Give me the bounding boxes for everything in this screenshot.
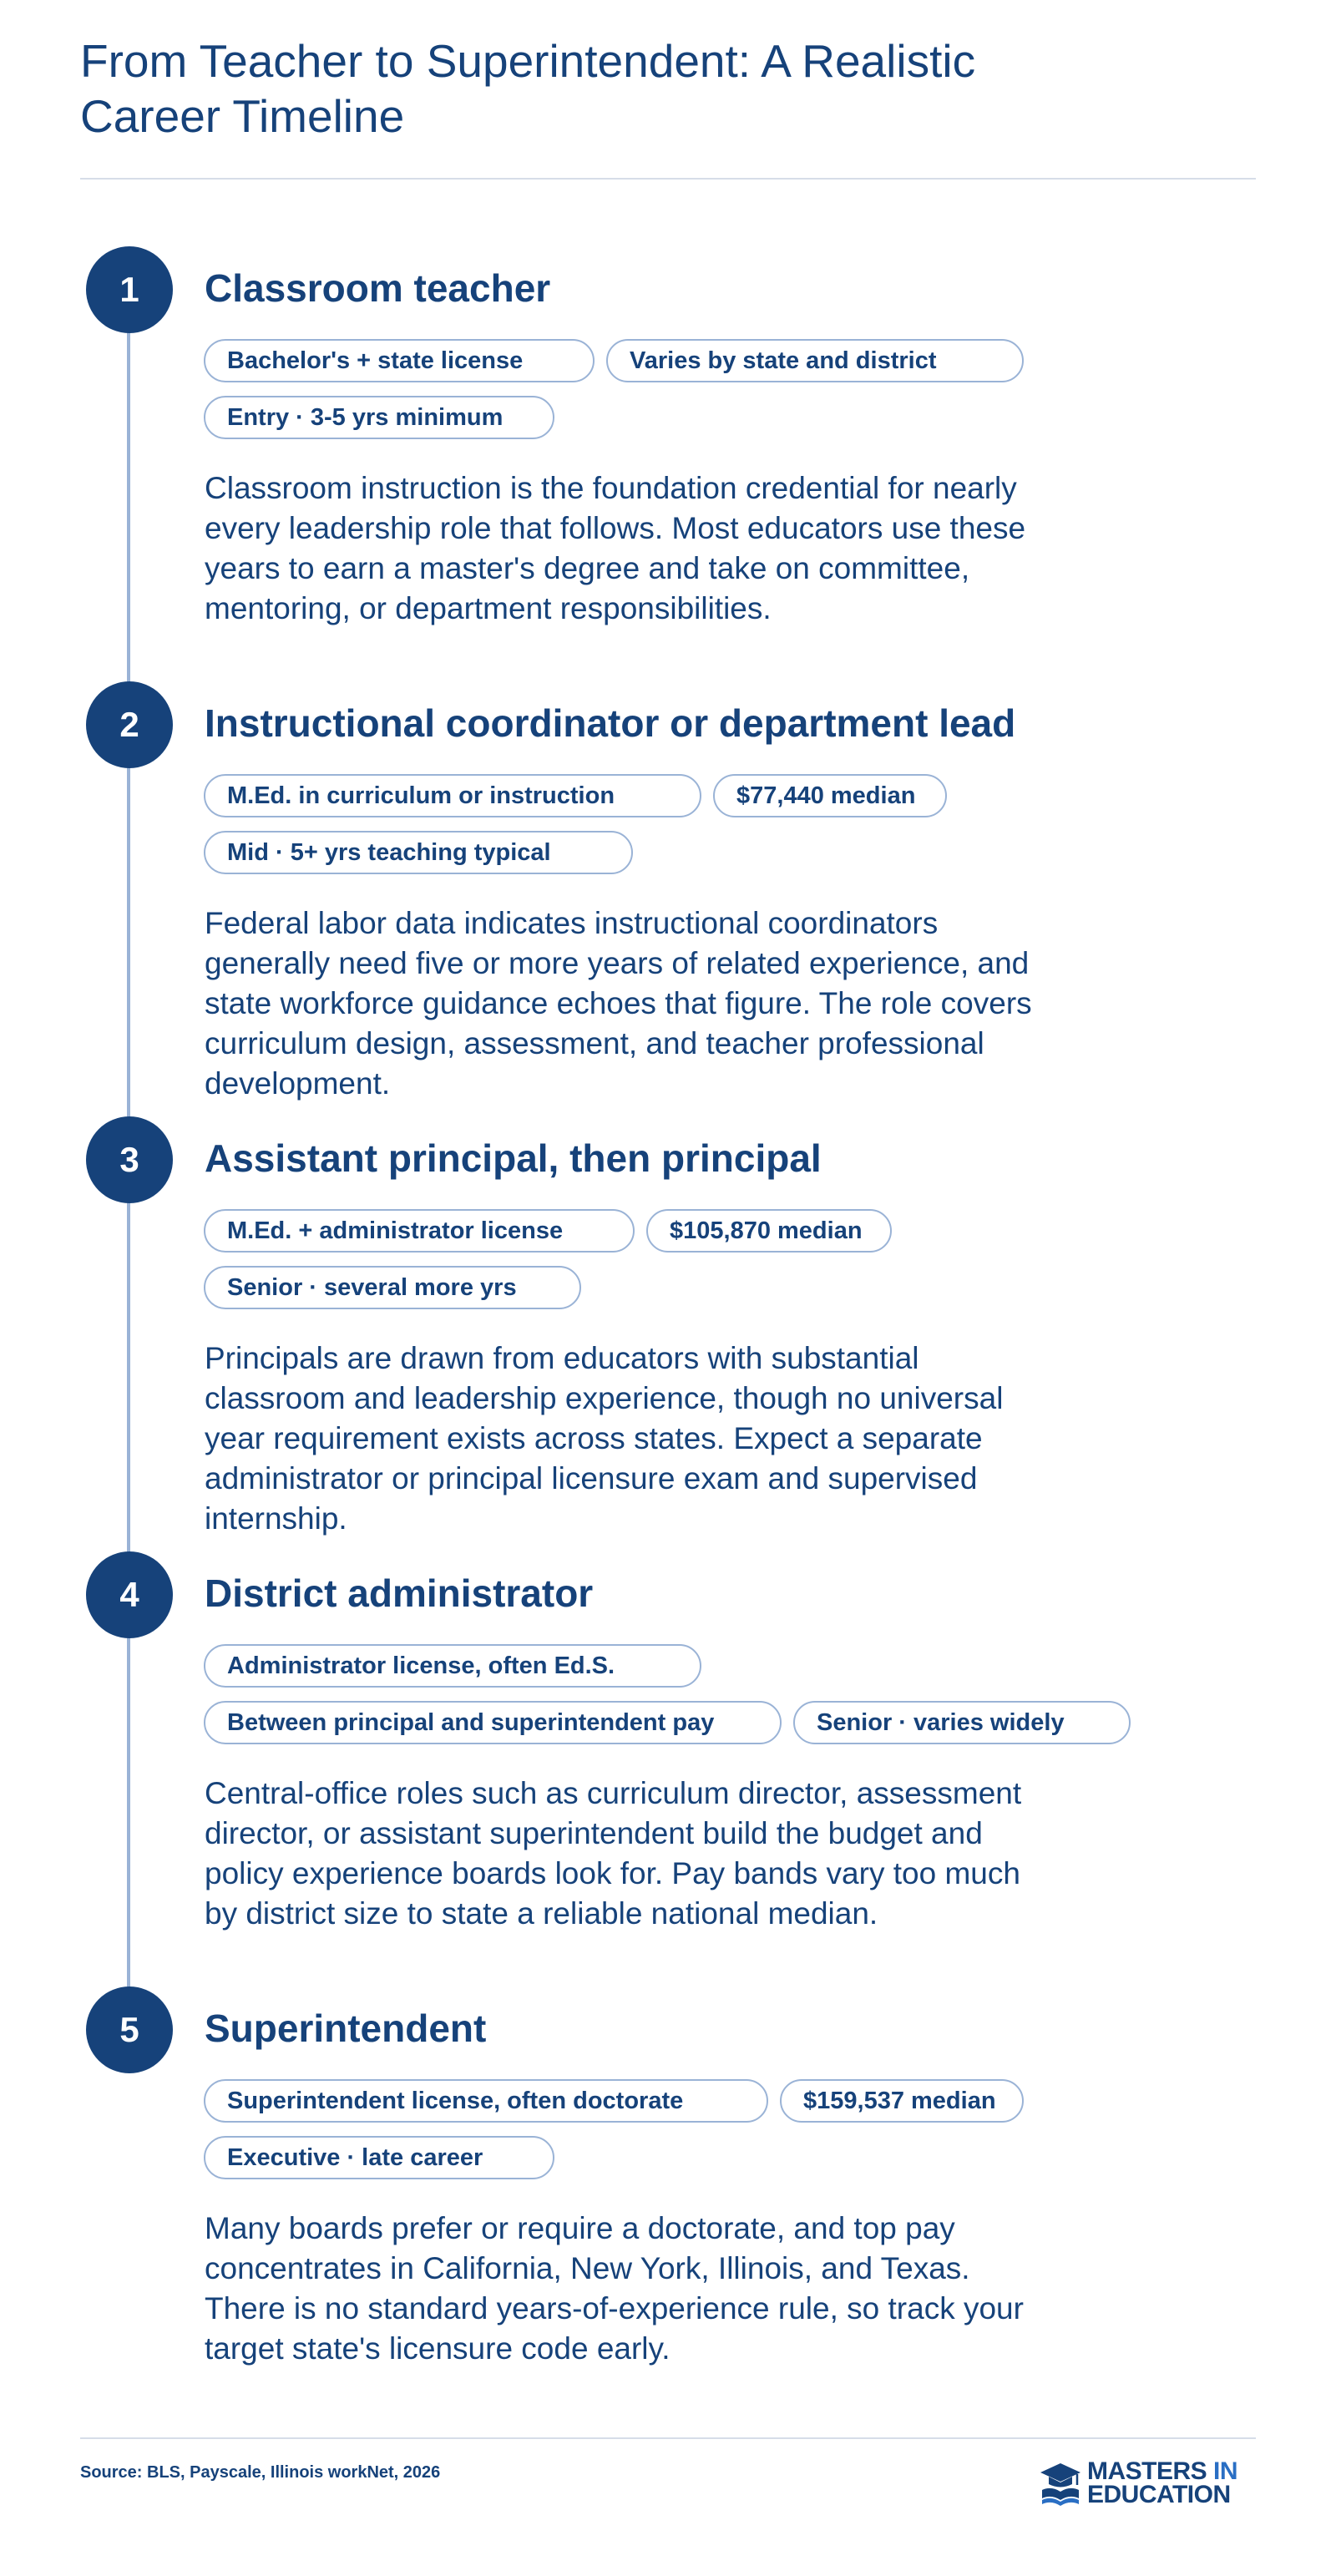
- logo-word-masters: MASTERS: [1087, 2457, 1207, 2485]
- salary-tag: $159,537 median: [780, 2079, 1024, 2123]
- header-divider: [80, 178, 1256, 180]
- stage-tag: Senior · varies widely: [793, 1701, 1131, 1744]
- logo-word-education: EDUCATION: [1087, 2481, 1231, 2508]
- career-timeline-page: [80, 0, 1256, 2576]
- step-number-badge: 3: [86, 1116, 173, 1203]
- step-title: Assistant principal, then principal: [205, 1136, 822, 1180]
- step-description: Principals are drawn from educators with substantial classroom and leadership experience, though no universal year requirement exists across states. Expect a separate administrator or principal licensure exam and supervised internship.: [205, 1341, 1004, 1536]
- step-title: Classroom teacher: [205, 266, 551, 310]
- step-title: Instructional coordinator or department lead: [205, 701, 1016, 745]
- step-number-badge: 2: [86, 681, 173, 768]
- credential-tag: Superintendent license, often doctorate: [204, 2079, 768, 2123]
- step-title: District administrator: [205, 1571, 594, 1615]
- credential-tag: M.Ed. in curriculum or instruction: [204, 774, 701, 817]
- page-title: From Teacher to Superintendent: A Realistic Career Timeline: [80, 35, 976, 142]
- source-note: Source: BLS, Payscale, Illinois workNet, 2026: [80, 2463, 441, 2482]
- stage-tag: Executive · late career: [204, 2136, 554, 2179]
- step-number-badge: 1: [86, 246, 173, 333]
- step-number-badge: 4: [86, 1551, 173, 1638]
- salary-tag: $77,440 median: [713, 774, 947, 817]
- logo-wordmark: [1087, 2457, 1238, 2508]
- step-description: Classroom instruction is the foundation credential for nearly every leadership role that follows. Most educators use these years to earn a master's degree and take on committee, mentoring, or department responsibilities.: [205, 471, 1026, 625]
- salary-tag: $105,870 median: [646, 1209, 892, 1253]
- step-description: Many boards prefer or require a doctorate, and top pay concentrates in California, New York, Illinois, and Texas. There is no standard years-of-experience rule, so track your target state's licensure code early.: [205, 2211, 1024, 2366]
- masters-in-education-logo: [1039, 2458, 1256, 2508]
- credential-tag: Bachelor's + state license: [204, 339, 595, 382]
- stage-tag: Mid · 5+ yrs teaching typical: [204, 831, 633, 874]
- step-number-badge: 5: [86, 1986, 173, 2073]
- credential-tag: Administrator license, often Ed.S.: [204, 1644, 701, 1688]
- stage-tag: Entry · 3-5 yrs minimum: [204, 396, 554, 439]
- footer-divider: [80, 2437, 1256, 2439]
- logo-word-in: IN: [1213, 2457, 1238, 2485]
- step-description: Central-office roles such as curriculum director, assessment director, or assistant superintendent build the budget and policy experience boards look for. Pay bands vary too much by district size to state a reliable national median.: [205, 1776, 1022, 1931]
- salary-tag: Between principal and superintendent pay: [204, 1701, 782, 1744]
- step-description: Federal labor data indicates instructional coordinators generally need five or more years of related experience, and state workforce guidance echoes that figure. The role covers curriculum design, assessment, and teacher professional development.: [205, 906, 1032, 1101]
- graduation-cap-book-icon: [1039, 2458, 1082, 2508]
- salary-tag: Varies by state and district: [606, 339, 1024, 382]
- step-title: Superintendent: [205, 2007, 487, 2050]
- credential-tag: M.Ed. + administrator license: [204, 1209, 635, 1253]
- stage-tag: Senior · several more yrs: [204, 1266, 581, 1309]
